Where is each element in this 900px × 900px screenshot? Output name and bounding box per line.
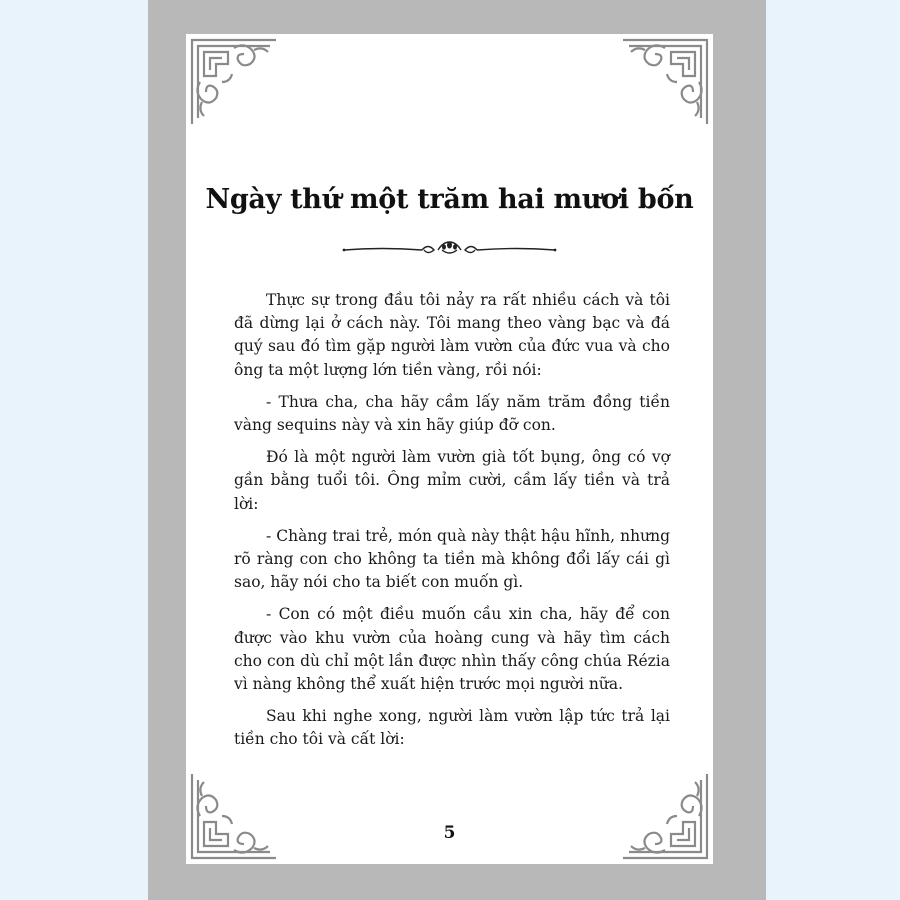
paragraph: Đó là một người làm vườn già tốt bụng, ông có vợ gần bằng tuổi tôi. Ông mỉm cười, cầm lấy tiền và trả lời: [234,448,670,513]
body-text [234,289,670,761]
paragraph: Sau khi nghe xong, người làm vườn lập tức trả lại tiền cho tôi và cất lời: [234,707,670,749]
paragraph: - Con có một điều muốn cầu xin cha, hãy để con được vào khu vườn của hoàng cung và hãy tìm cách cho con dù chỉ một lần được nhìn thấy công chúa Rézia vì nàng không thể xuất hiện trước mọi người nữa. [234,605,670,694]
flourish-divider-icon [342,239,557,261]
paragraph: - Chàng trai trẻ, món quà này thật hậu hĩnh, nhưng rõ ràng con cho không ta tiền mà không đổi lấy cái gì sao, hãy nói cho ta biết con muốn gì. [234,526,670,592]
corner-ornament-icon [619,770,711,862]
corner-ornament-icon [188,36,280,128]
paragraph: - Thưa cha, cha hãy cầm lấy năm trăm đồng tiền vàng sequins này và xin hãy giúp đỡ con. [234,392,670,435]
corner-ornament-icon [619,36,711,128]
book-page [186,34,713,864]
page-number: 5 [443,823,456,843]
paragraph: Thực sự trong đầu tôi nảy ra rất nhiều cách và tôi đã dừng lại ở cách này. Tôi mang theo vàng bạc và đá quý sau đó tìm gặp người làm vườn của đức vua và cho ông ta một lượng lớn tiền vàng, rồi nói: [234,291,670,379]
corner-ornament-icon [188,770,280,862]
chapter-title: Ngày thứ một trăm hai mươi bốn [205,184,694,215]
